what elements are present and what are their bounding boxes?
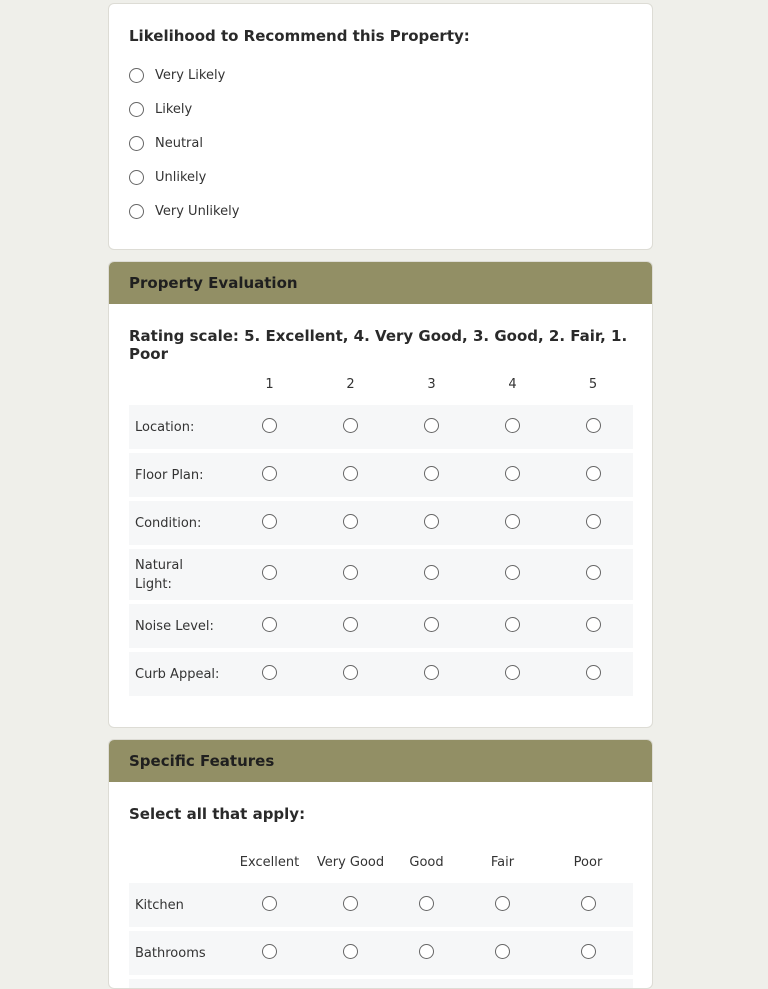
rating-radio[interactable] bbox=[424, 418, 439, 433]
matrix-corner bbox=[129, 367, 229, 401]
row-label: Floor Plan: bbox=[129, 453, 229, 497]
column-header: 2 bbox=[346, 376, 355, 392]
rating-radio[interactable] bbox=[424, 565, 439, 580]
rating-radio[interactable] bbox=[262, 896, 277, 911]
features-matrix bbox=[129, 841, 633, 989]
rating-radio[interactable] bbox=[505, 665, 520, 680]
rating-radio[interactable] bbox=[586, 665, 601, 680]
rating-radio[interactable] bbox=[262, 944, 277, 959]
rating-radio[interactable] bbox=[581, 896, 596, 911]
row-label: Condition: bbox=[129, 501, 229, 545]
rating-radio[interactable] bbox=[424, 665, 439, 680]
column-header: Poor bbox=[573, 854, 603, 870]
rating-radio[interactable] bbox=[586, 565, 601, 580]
rating-radio[interactable] bbox=[262, 665, 277, 680]
rating-radio[interactable] bbox=[343, 896, 358, 911]
column-header: Very Good bbox=[316, 854, 385, 870]
option-very-unlikely[interactable] bbox=[129, 204, 239, 219]
row-label: Location: bbox=[129, 405, 229, 449]
rating-radio[interactable] bbox=[262, 617, 277, 632]
table-row bbox=[129, 405, 633, 449]
rating-radio[interactable] bbox=[505, 466, 520, 481]
rating-radio[interactable] bbox=[505, 514, 520, 529]
option-unlikely[interactable] bbox=[129, 170, 206, 185]
rating-radio[interactable] bbox=[343, 944, 358, 959]
rating-radio[interactable] bbox=[495, 944, 510, 959]
rating-radio[interactable] bbox=[343, 665, 358, 680]
table-row bbox=[129, 931, 633, 975]
column-header: 1 bbox=[265, 376, 274, 392]
radio-unlikely[interactable] bbox=[129, 170, 144, 185]
table-row bbox=[129, 883, 633, 927]
rating-radio[interactable] bbox=[586, 617, 601, 632]
rating-radio[interactable] bbox=[505, 617, 520, 632]
row-label: Noise Level: bbox=[129, 604, 229, 648]
column-header: Fair bbox=[490, 854, 515, 870]
table-row bbox=[129, 501, 633, 545]
rating-radio[interactable] bbox=[424, 617, 439, 632]
table-row bbox=[129, 604, 633, 648]
rating-radio[interactable] bbox=[343, 514, 358, 529]
rating-radio[interactable] bbox=[424, 466, 439, 481]
option-likely[interactable] bbox=[129, 102, 192, 117]
row-label: Bathrooms bbox=[129, 931, 229, 975]
table-row bbox=[129, 652, 633, 696]
rating-radio[interactable] bbox=[262, 565, 277, 580]
rating-radio[interactable] bbox=[586, 514, 601, 529]
section-header: Property Evaluation bbox=[109, 262, 652, 304]
rating-radio[interactable] bbox=[495, 896, 510, 911]
matrix-corner bbox=[129, 845, 229, 879]
table-row bbox=[129, 549, 633, 600]
option-label: Unlikely bbox=[155, 170, 207, 185]
radio-very-likely[interactable] bbox=[129, 68, 144, 83]
option-label: Likely bbox=[155, 102, 193, 117]
rating-radio[interactable] bbox=[424, 514, 439, 529]
column-header: 4 bbox=[508, 376, 517, 392]
option-label: Very Likely bbox=[155, 68, 226, 83]
rating-radio[interactable] bbox=[343, 418, 358, 433]
column-header: Good bbox=[409, 854, 444, 870]
likelihood-question-title: Likelihood to Recommend this Property: bbox=[129, 27, 470, 45]
row-label: Kitchen bbox=[129, 883, 229, 927]
evaluation-matrix bbox=[129, 363, 633, 700]
column-header: 3 bbox=[427, 376, 436, 392]
rating-scale-text: Rating scale: 5. Excellent, 4. Very Good, 3. Good, 2. Fair, 1. Poor bbox=[129, 327, 628, 363]
option-very-likely[interactable] bbox=[129, 68, 225, 83]
rating-radio[interactable] bbox=[262, 466, 277, 481]
rating-radio[interactable] bbox=[505, 565, 520, 580]
row-label: Curb Appeal: bbox=[129, 652, 229, 696]
radio-neutral[interactable] bbox=[129, 136, 144, 151]
rating-radio[interactable] bbox=[262, 514, 277, 529]
radio-very-unlikely[interactable] bbox=[129, 204, 144, 219]
rating-radio[interactable] bbox=[343, 466, 358, 481]
column-header: 5 bbox=[588, 376, 598, 392]
table-row bbox=[129, 453, 633, 497]
specific-features-card bbox=[108, 739, 653, 989]
option-neutral[interactable] bbox=[129, 136, 203, 151]
option-label: Neutral bbox=[155, 136, 203, 151]
radio-likely[interactable] bbox=[129, 102, 144, 117]
section-header: Specific Features bbox=[109, 740, 652, 782]
rating-radio[interactable] bbox=[343, 617, 358, 632]
option-label: Very Unlikely bbox=[155, 204, 240, 219]
row-label: Natural Light: bbox=[129, 549, 229, 600]
rating-radio[interactable] bbox=[419, 944, 434, 959]
likelihood-card bbox=[108, 3, 653, 250]
rating-radio[interactable] bbox=[419, 896, 434, 911]
column-header: Excellent bbox=[239, 854, 300, 870]
select-all-prompt: Select all that apply: bbox=[129, 805, 306, 823]
rating-radio[interactable] bbox=[262, 418, 277, 433]
rating-radio[interactable] bbox=[586, 418, 601, 433]
rating-radio[interactable] bbox=[505, 418, 520, 433]
rating-radio[interactable] bbox=[581, 944, 596, 959]
rating-radio[interactable] bbox=[343, 565, 358, 580]
rating-radio[interactable] bbox=[586, 466, 601, 481]
property-evaluation-card bbox=[108, 261, 653, 728]
